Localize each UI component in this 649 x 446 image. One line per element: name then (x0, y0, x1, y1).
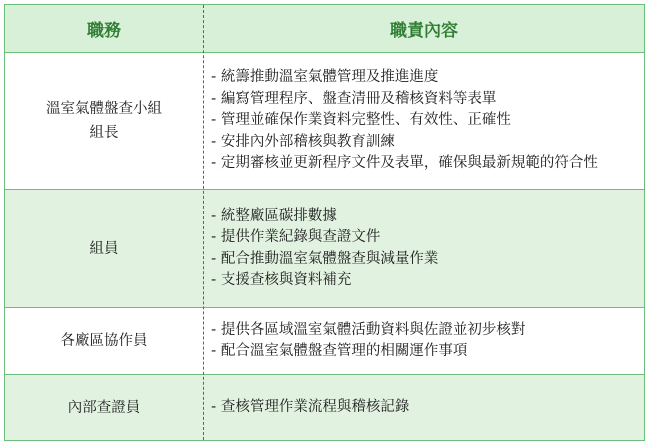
table-row (5, 190, 644, 308)
table-row (5, 308, 644, 375)
duty-item: - 配合溫室氣體盤查管理的相關運作事項 (211, 343, 468, 359)
role-line: 各廠區協作員 (60, 333, 148, 349)
duty-item: - 支援查核與資料補充 (211, 272, 352, 288)
role-cell (5, 53, 203, 189)
duty-item: - 提供各區域溫室氣體活動資料與佐證並初步核對 (211, 321, 526, 338)
role-line: 內部查證員 (67, 399, 141, 416)
duty-item: - 配合推動溫室氣體盤查與減量作業 (211, 250, 439, 267)
role-line: 組員 (89, 240, 119, 257)
header-role: 職務 (87, 21, 121, 41)
role-line: 溫室氣體盤查小組 (46, 101, 162, 117)
role-cell (5, 308, 203, 374)
role-cell (5, 190, 203, 307)
duty-item: - 定期審核並更新程序文件及表單，確保與最新規範的符合性 (211, 155, 598, 172)
duty-item: - 管理並確保作業資料完整性、有效性、正確性 (211, 112, 511, 129)
table-row (5, 375, 644, 440)
table-row (5, 53, 644, 190)
duties-cell (211, 190, 641, 307)
header-duties: 職責內容 (390, 21, 458, 41)
table-header-row (5, 5, 644, 53)
duty-item: - 提供作業紀錄與查證文件 (211, 229, 381, 245)
duty-item: - 安排內外部稽核與教育訓練 (211, 133, 395, 150)
column-divider (203, 5, 204, 440)
duty-item: - 編寫管理程序、盤查清冊及稽核資料等表單 (211, 90, 497, 107)
duties-cell (211, 53, 641, 189)
duty-item: - 統整廠區碳排數據 (211, 207, 337, 224)
role-cell (5, 375, 203, 440)
duties-cell (211, 375, 641, 440)
duty-item: - 查核管理作業流程與稽核記錄 (211, 398, 410, 415)
duties-cell (211, 308, 641, 374)
responsibility-table (4, 4, 645, 441)
role-line: 組長 (89, 125, 119, 141)
duty-item: - 統籌推動溫室氣體管理及推進進度 (211, 69, 439, 86)
